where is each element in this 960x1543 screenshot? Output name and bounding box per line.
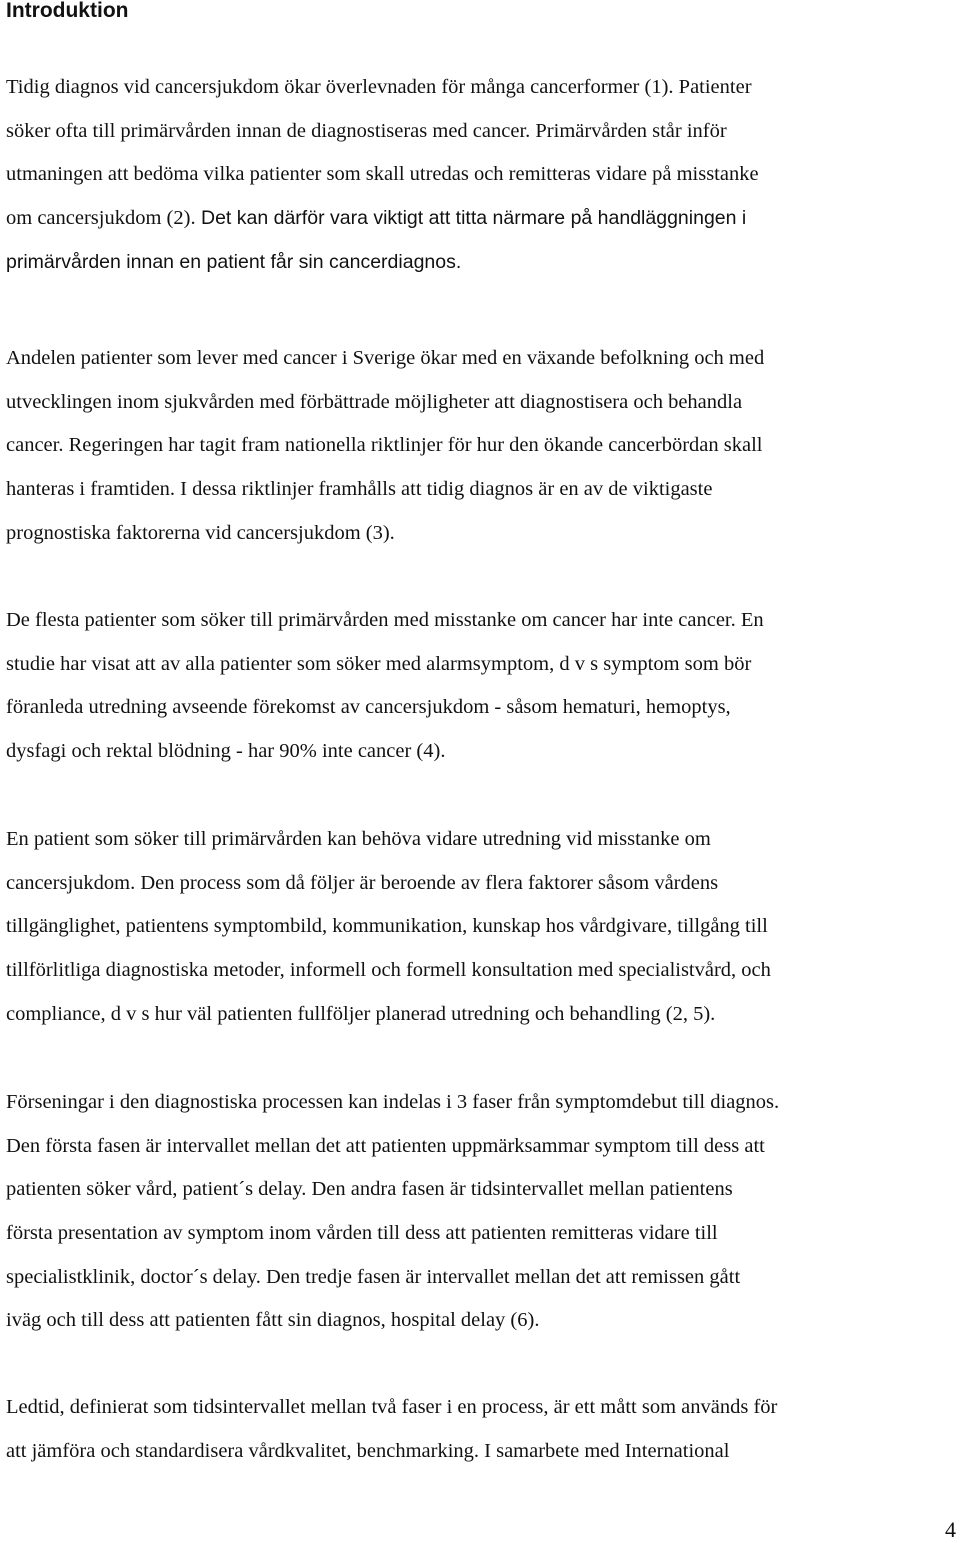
section-heading: Introduktion bbox=[6, 0, 129, 22]
text-line: att jämföra och standardisera vårdkvalitet, benchmarking. I samarbete med International bbox=[6, 1439, 730, 1462]
text-line: prognostiska faktorerna vid cancersjukdom (3). bbox=[6, 521, 395, 544]
text-line: söker ofta till primärvården innan de diagnostiseras med cancer. Primärvården står inför bbox=[6, 119, 727, 142]
text-line: tillförlitliga diagnostiska metoder, informell och formell konsultation med specialistvård, och bbox=[6, 959, 771, 982]
text-line: utvecklingen inom sjukvården med förbättrade möjligheter att diagnostisera och behandla bbox=[6, 390, 743, 413]
text-line: specialistklinik, doctor´s delay. Den tredje fasen är intervallet mellan det att remissen gått bbox=[6, 1265, 741, 1288]
text-line: dysfagi och rektal blödning - har 90% inte cancer (4). bbox=[6, 740, 446, 763]
paragraph-6 bbox=[6, 1386, 958, 1473]
text-line: patienten söker vård, patient´s delay. Den andra fasen är tidsintervallet mellan patientens bbox=[6, 1178, 733, 1201]
page-number: 4 bbox=[945, 1517, 956, 1542]
paragraph-1 bbox=[6, 66, 958, 284]
paragraph-5 bbox=[6, 1081, 958, 1343]
paragraph-4 bbox=[6, 818, 958, 1036]
text-line: hanteras i framtiden. I dessa riktlinjer framhålls att tidig diagnos är en av de viktigaste bbox=[6, 478, 713, 501]
text-line: primärvården innan en patient får sin cancerdiagnos. bbox=[6, 250, 462, 273]
text-line: första presentation av symptom inom vården till dess att patienten remitteras vidare till bbox=[6, 1222, 718, 1245]
text-line: föranleda utredning avseende förekomst av cancersjukdom - såsom hematuri, hemoptys, bbox=[6, 696, 731, 719]
text-line: utmaningen att bedöma vilka patienter som skall utredas och remitteras vidare på misstanke bbox=[6, 163, 759, 186]
text-line: cancersjukdom. Den process som då följer är beroende av flera faktorer såsom vårdens bbox=[6, 871, 719, 894]
text-line: Förseningar i den diagnostiska processen kan indelas i 3 faser från symptomdebut till diagnos. bbox=[6, 1091, 780, 1113]
paragraph-2 bbox=[6, 337, 958, 555]
text-line: En patient som söker till primärvården kan behöva vidare utredning vid misstanke om bbox=[6, 828, 711, 850]
paragraph-3 bbox=[6, 599, 958, 774]
text-line: iväg och till dess att patienten fått sin diagnos, hospital delay (6). bbox=[6, 1309, 540, 1332]
text-line: Den första fasen är intervallet mellan det att patienten uppmärksammar symptom till dess att bbox=[6, 1134, 765, 1157]
text-line: studie har visat att av alla patienter som söker med alarmsymptom, d v s symptom som bör bbox=[6, 652, 752, 675]
text-line: Ledtid, definierat som tidsintervallet mellan två faser i en process, är ett mått som används för bbox=[6, 1396, 778, 1418]
text-line: Tidig diagnos vid cancersjukdom ökar överlevnaden för många cancerformer (1). Patienter bbox=[6, 76, 752, 98]
text-line: cancer. Regeringen har tagit fram nationella riktlinjer för hur den ökande cancerbördan skall bbox=[6, 434, 763, 457]
text-line: Andelen patienter som lever med cancer i Sverige ökar med en växande befolkning och med bbox=[6, 347, 765, 369]
text-line: compliance, d v s hur väl patienten fullföljer planerad utredning och behandling (2, 5). bbox=[6, 1002, 716, 1025]
text-line: om cancersjukdom (2). Det kan därför vara viktigt att titta närmare på handläggningen i bbox=[6, 207, 747, 230]
text-line: De flesta patienter som söker till primärvården med misstanke om cancer har inte cancer. En bbox=[6, 609, 764, 631]
text-line: tillgänglighet, patientens symptombild, kommunikation, kunskap hos vårdgivare, tillgång till bbox=[6, 915, 768, 938]
